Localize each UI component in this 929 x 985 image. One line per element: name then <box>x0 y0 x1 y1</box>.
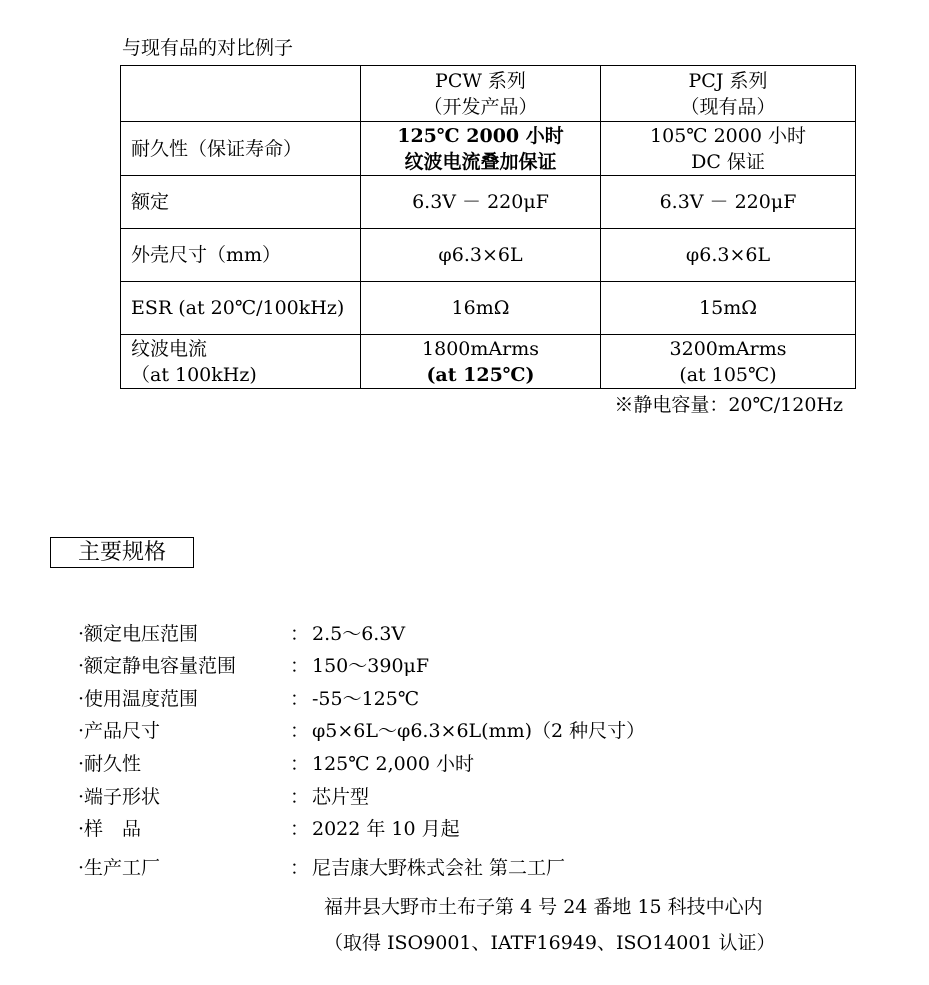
table-caption: 与现有品的对比例子 <box>122 37 294 59</box>
header-pcw <box>361 66 601 122</box>
pcw-ripple-line1: 1800mArms <box>422 337 539 360</box>
pcj-rating: 6.3V － 220μF <box>601 176 856 229</box>
ripple-label-line1: 纹波电流 <box>131 337 208 360</box>
spec-colon: ： <box>290 623 310 645</box>
spec-key: ·样 品 <box>78 818 142 840</box>
pcj-durability-line1: 105℃ 2000 小时 <box>650 124 806 147</box>
factory-certification: （取得 ISO9001、IATF16949、ISO14001 认证） <box>324 932 776 954</box>
pcw-case-size: φ6.3×6L <box>361 229 601 282</box>
section-title: 主要规格 <box>77 540 166 565</box>
pcj-ripple-line1: 3200mArms <box>669 337 787 360</box>
section-title-box <box>50 537 194 568</box>
spec-key: ·耐久性 <box>78 753 142 775</box>
table-row <box>121 282 856 335</box>
spec-key: ·额定电压范围 <box>78 623 199 645</box>
pcw-durability-line1: 125℃ 2000 小时 <box>397 124 564 147</box>
spec-colon: ： <box>290 857 310 879</box>
table-row <box>121 176 856 229</box>
pcw-durability-line2: 纹波电流叠加保证 <box>404 150 557 173</box>
spec-colon: ： <box>290 655 310 677</box>
table-row <box>121 229 856 282</box>
pcw-rating: 6.3V － 220μF <box>361 176 601 229</box>
spec-value: 2.5～6.3V <box>312 623 406 645</box>
pcw-ripple <box>361 335 601 389</box>
spec-colon: ： <box>290 818 310 840</box>
table-row <box>121 122 856 176</box>
pcj-durability <box>601 122 856 176</box>
spec-colon: ： <box>290 720 310 742</box>
row-label-case-size: 外壳尺寸（mm） <box>121 229 361 282</box>
header-pcj <box>601 66 856 122</box>
spec-value: 尼吉康大野株式会社 第二工厂 <box>312 857 566 879</box>
header-pcj-name: PCJ 系列 <box>688 69 768 92</box>
spec-colon: ： <box>290 753 310 775</box>
spec-key: ·产品尺寸 <box>78 720 161 742</box>
spec-colon: ： <box>290 688 310 710</box>
pcj-case-size: φ6.3×6L <box>601 229 856 282</box>
spec-value: 150～390μF <box>312 655 430 677</box>
pcw-durability <box>361 122 601 176</box>
spec-key: ·端子形状 <box>78 786 161 808</box>
table-row <box>121 335 856 389</box>
header-pcw-sub: （开发产品） <box>423 95 538 118</box>
pcj-durability-line2: DC 保证 <box>691 150 765 173</box>
spec-value: 芯片型 <box>312 786 370 808</box>
comparison-table <box>120 65 856 389</box>
pcw-ripple-line2: (at 125℃) <box>426 363 535 386</box>
row-label-durability: 耐久性（保证寿命） <box>121 122 361 176</box>
spec-key: ·生产工厂 <box>78 857 161 879</box>
capacitance-note: ※静电容量：20℃/120Hz <box>614 394 843 416</box>
ripple-label-line2: （at 100kHz) <box>131 363 257 386</box>
row-label-esr: ESR (at 20℃/100kHz) <box>121 282 361 335</box>
pcj-esr: 15mΩ <box>601 282 856 335</box>
table-header-row <box>121 66 856 122</box>
header-pcw-name: PCW 系列 <box>435 69 526 92</box>
pcj-ripple-line2: (at 105℃) <box>679 363 777 386</box>
pcj-ripple <box>601 335 856 389</box>
spec-value: φ5×6L～φ6.3×6L(mm)（2 种尺寸） <box>312 720 646 742</box>
spec-value: 2022 年 10 月起 <box>312 818 460 840</box>
factory-address: 福井县大野市土布子第 4 号 24 番地 15 科技中心内 <box>324 896 763 918</box>
pcw-esr: 16mΩ <box>361 282 601 335</box>
header-empty-cell <box>121 66 361 122</box>
spec-key: ·使用温度范围 <box>78 688 199 710</box>
spec-value: -55～125℃ <box>312 688 420 710</box>
spec-key: ·额定静电容量范围 <box>78 655 237 677</box>
spec-colon: ： <box>290 786 310 808</box>
row-label-ripple <box>121 335 361 389</box>
spec-value: 125℃ 2,000 小时 <box>312 753 474 775</box>
row-label-rating: 额定 <box>121 176 361 229</box>
header-pcj-sub: （现有品） <box>680 95 776 118</box>
